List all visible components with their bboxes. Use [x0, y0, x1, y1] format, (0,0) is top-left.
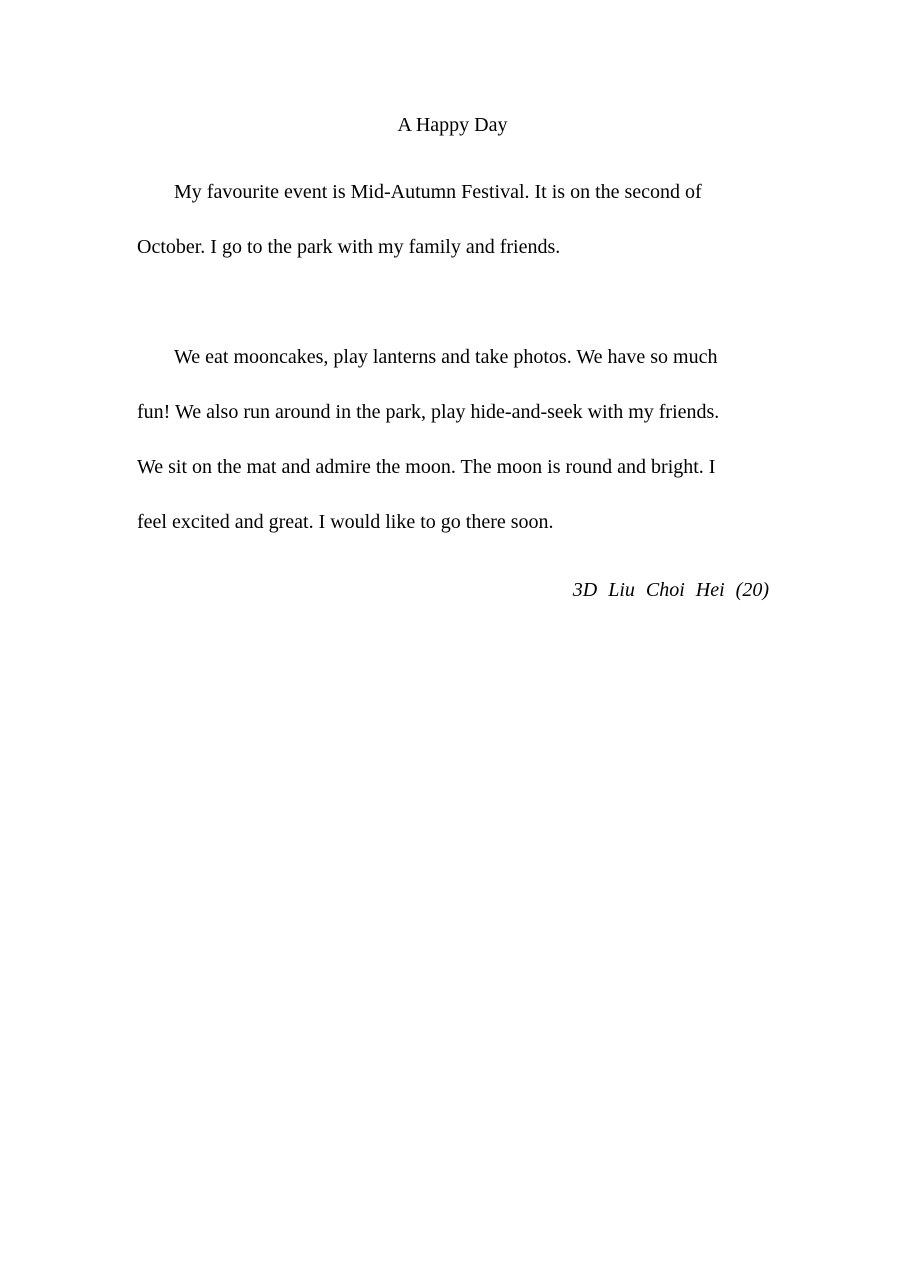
author-signature: 3D Liu Choi Hei (20) — [572, 579, 769, 601]
paragraph-1-line-1: My favourite event is Mid-Autumn Festival. It is on the second of — [174, 181, 702, 203]
paragraph-2-line-3: We sit on the mat and admire the moon. The moon is round and bright. I — [137, 456, 716, 478]
paragraph-2-line-2: fun! We also run around in the park, play hide-and-seek with my friends. — [137, 401, 720, 423]
paragraph-1-line-2: October. I go to the park with my family and friends. — [137, 236, 561, 258]
paragraph-2-line-1: We eat mooncakes, play lanterns and take photos. We have so much — [174, 346, 718, 368]
paragraph-2-line-4: feel excited and great. I would like to go there soon. — [137, 511, 554, 533]
document-title: A Happy Day — [397, 114, 508, 136]
